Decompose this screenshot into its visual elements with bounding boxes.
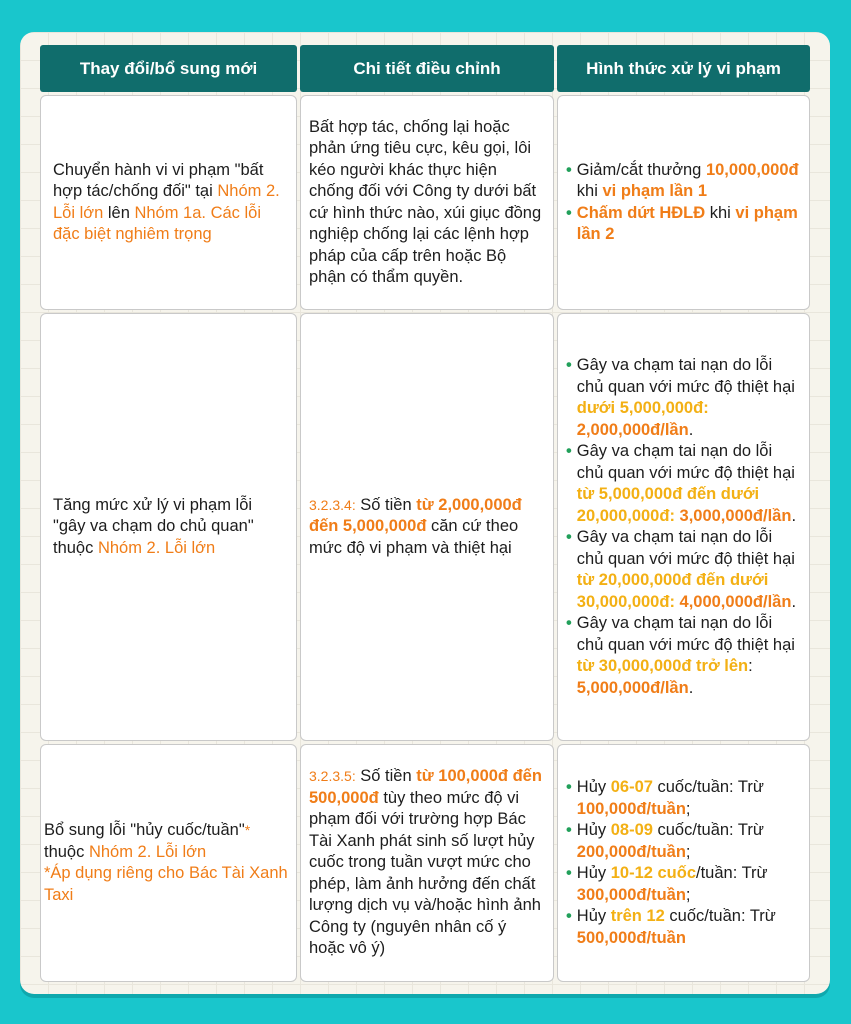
header-change: Thay đổi/bổ sung mới <box>40 45 297 92</box>
bullet-icon: • <box>566 442 572 460</box>
penalty-text: Hủy <box>576 864 611 882</box>
detail-text: căn cứ theo mức độ vi phạm và thiệt hại <box>309 517 519 557</box>
penalty-text: Hủy <box>576 907 611 925</box>
applicability-note: *Áp dụng riêng cho Bác Tài Xanh Taxi <box>44 864 288 904</box>
change-text: lên <box>103 203 135 222</box>
damage-range: dưới 5,000,000đ: <box>576 399 709 417</box>
group-label: Nhóm 2. Lỗi lớn <box>53 182 280 222</box>
detail-text: tùy theo mức độ vi phạm đối với trường hợp Bác Tài Xanh phát sinh số lượt hủy cuốc trong tuần vượt mức cho phép, làm ảnh hưởng đến chất lượng dịch vụ và/hoặc hình ảnh Công ty (nguyên nhân cố ý hoặc vô ý) <box>309 788 541 958</box>
change-text: Tăng mức xử lý vi phạm lỗi "gây va chạm do chủ quan" thuộc <box>53 495 254 557</box>
amount: 5,000,000đ/lần <box>576 678 689 697</box>
asterisk: * <box>244 822 251 838</box>
penalty-text: Gây va chạm tai nạn do lỗi chủ quan với mức độ thiệt hại <box>576 356 795 396</box>
cancel-count: trên 12 <box>610 907 665 925</box>
penalty-item <box>566 777 801 820</box>
penalty-text: cuốc/tuần: Trừ <box>652 821 764 839</box>
penalty-cell <box>557 313 810 741</box>
detail-text: Số tiền <box>355 495 417 514</box>
punctuation: . <box>791 592 797 611</box>
violation-count: vi phạm lần 2 <box>576 203 798 243</box>
amount: 200,000đ/tuần <box>576 842 686 861</box>
bullet-icon: • <box>566 821 572 839</box>
punctuation: : <box>748 657 753 675</box>
amount: 300,000đ/tuần <box>576 885 686 904</box>
cancel-count: 10-12 cuốc <box>610 864 697 882</box>
table-header <box>40 45 810 92</box>
penalty-item <box>566 160 801 203</box>
amount: 500,000đ/tuần <box>576 928 686 947</box>
table-row <box>40 313 810 741</box>
amount: 4,000,000đ/lần <box>674 592 792 611</box>
amount: 100,000đ/tuần <box>576 799 686 818</box>
header-penalty: Hình thức xử lý vi phạm <box>557 45 810 92</box>
bullet-icon: • <box>566 614 572 632</box>
detail-cell <box>300 313 554 741</box>
damage-range: từ 30,000,000đ trở lên <box>576 657 749 675</box>
penalty-item <box>566 906 801 949</box>
damage-range: từ 20,000,000đ đến dưới 30,000,000đ: <box>576 571 769 611</box>
penalty-text: Giảm/cắt thưởng <box>576 160 706 179</box>
penalty-text: cuốc/tuần: Trừ <box>664 907 776 925</box>
penalty-text: cuốc/tuần: Trừ <box>652 778 764 796</box>
clause-code: 3.2.3.5: <box>309 768 356 785</box>
change-text: Chuyển hành vi vi phạm "bất hợp tác/chống đối" tại <box>53 160 264 200</box>
amount: 3,000,000đ/lần <box>674 506 792 525</box>
detail-cell <box>300 744 554 982</box>
penalty-text: Chấm dứt HĐLĐ <box>576 203 706 222</box>
cancel-count: 06-07 <box>610 778 653 796</box>
detail-text: Số tiền <box>355 767 417 786</box>
punctuation: ; <box>685 885 691 904</box>
group-label: Nhóm 2. Lỗi lớn <box>88 842 207 861</box>
bullet-icon: • <box>566 356 572 374</box>
punctuation: . <box>791 506 797 525</box>
table-row <box>40 95 810 310</box>
penalty-text: khi <box>576 182 603 200</box>
group-label: Nhóm 1a. Các lỗi đặc biệt nghiêm trọng <box>53 203 262 243</box>
punctuation: ; <box>685 842 691 861</box>
punctuation: ; <box>685 799 691 818</box>
penalty-text: Hủy <box>576 821 611 839</box>
change-text: Bổ sung lỗi "hủy cuốc/tuần" <box>44 821 245 839</box>
change-cell <box>40 744 297 982</box>
penalty-text: Gây va chạm tai nạn do lỗi chủ quan với mức độ thiệt hại <box>576 614 795 654</box>
bullet-icon: • <box>566 907 572 925</box>
amount-range: từ 100,000đ đến 500,000đ <box>309 767 542 807</box>
penalty-text: /tuần: Trừ <box>696 864 768 882</box>
bullet-icon: • <box>566 778 572 796</box>
header-detail: Chi tiết điều chỉnh <box>300 45 554 92</box>
penalty-text: Gây va chạm tai nạn do lỗi chủ quan với mức độ thiệt hại <box>576 528 795 568</box>
penalty-cell <box>557 744 810 982</box>
violation-count: vi phạm lần 1 <box>602 182 708 200</box>
penalty-item <box>566 863 801 906</box>
punctuation: . <box>688 678 694 697</box>
cancel-count: 08-09 <box>610 821 653 839</box>
damage-range: từ 5,000,000đ đến dưới 20,000,000đ: <box>576 485 760 525</box>
bullet-icon: • <box>566 528 572 546</box>
bullet-icon: • <box>566 864 572 882</box>
penalty-item <box>566 527 801 613</box>
punctuation: . <box>688 420 694 439</box>
penalty-item <box>566 613 801 699</box>
detail-text: Bất hợp tác, chống lại hoặc phản ứng tiêu cực, kêu gọi, lôi kéo người khác thực hiện chống đối với Công ty dưới bất cứ hình thức nào, xúi giục đồng nghiệp chống lại các lệnh hợp pháp của cấp trên hoặc Bộ phận có thẩm quyền. <box>309 117 542 286</box>
bullet-icon: • <box>566 203 572 222</box>
amount: 2,000,000đ/lần <box>576 420 689 439</box>
penalty-item <box>566 355 801 441</box>
detail-cell <box>300 95 554 310</box>
penalty-item <box>566 203 801 246</box>
table-row <box>40 744 810 982</box>
change-cell <box>40 313 297 741</box>
penalty-text: Hủy <box>576 778 611 796</box>
penalty-item <box>566 820 801 863</box>
penalty-cell <box>557 95 810 310</box>
policy-table <box>40 45 810 982</box>
penalty-text: khi <box>705 203 736 222</box>
change-cell <box>40 95 297 310</box>
bullet-icon: • <box>566 160 572 179</box>
change-text: thuộc <box>44 842 89 861</box>
amount: 10,000,000đ <box>705 160 799 179</box>
amount-range: từ 2,000,000đ đến 5,000,000đ <box>309 495 522 536</box>
clause-code: 3.2.3.4: <box>309 496 356 513</box>
group-label: Nhóm 2. Lỗi lớn <box>97 538 216 557</box>
penalty-text: Gây va chạm tai nạn do lỗi chủ quan với mức độ thiệt hại <box>576 442 795 482</box>
penalty-item <box>566 441 801 527</box>
